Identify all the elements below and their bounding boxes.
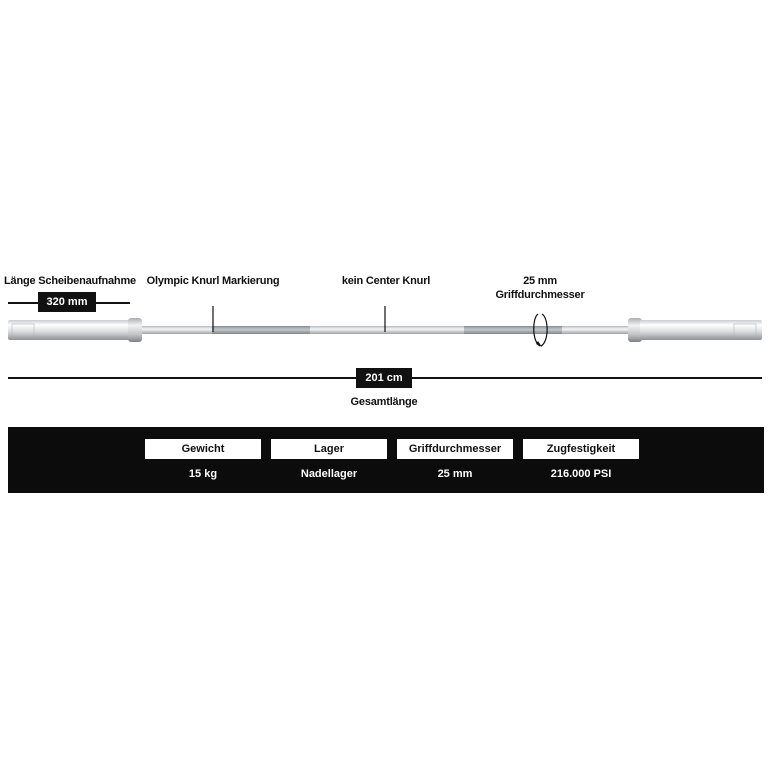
spec-value-bearing: Nadellager xyxy=(300,468,358,480)
spec-panel xyxy=(8,427,764,493)
spec-value-weight: 15 kg xyxy=(188,468,218,480)
shaft-right xyxy=(562,326,628,334)
spec-value-tensile-strength: 216.000 PSI xyxy=(550,468,612,480)
center-knurl-label: kein Center Knurl xyxy=(341,275,431,287)
total-length-line-right xyxy=(412,377,762,379)
total-length-label: Gesamtlänge xyxy=(350,396,418,408)
grip-diameter-label: Griffdurchmesser xyxy=(495,289,585,301)
left-sleeve xyxy=(8,320,130,340)
left-collar xyxy=(128,318,142,342)
grip-diameter-value: 25 mm xyxy=(523,275,557,287)
shaft-left xyxy=(142,326,212,334)
sleeve-length-label: Länge Scheibenaufnahme xyxy=(4,275,136,287)
olympic-knurl-label: Olympic Knurl Markierung xyxy=(146,275,280,287)
sleeve-length-badge: 320 mm xyxy=(38,292,96,312)
spec-label-weight: Gewicht xyxy=(145,439,261,459)
left-knurl xyxy=(212,326,310,334)
spec-label-tensile-strength: Zugfestigkeit xyxy=(523,439,639,459)
total-length-badge: 201 cm xyxy=(356,368,412,388)
spec-value-grip-diameter: 25 mm xyxy=(437,468,473,480)
spec-label-grip-diameter: Griffdurchmesser xyxy=(397,439,513,459)
shaft-center xyxy=(310,326,464,334)
right-collar xyxy=(628,318,642,342)
total-length-line-left xyxy=(8,377,356,379)
barbell-illustration xyxy=(0,300,768,360)
right-sleeve xyxy=(640,320,762,340)
spec-label-bearing: Lager xyxy=(271,439,387,459)
